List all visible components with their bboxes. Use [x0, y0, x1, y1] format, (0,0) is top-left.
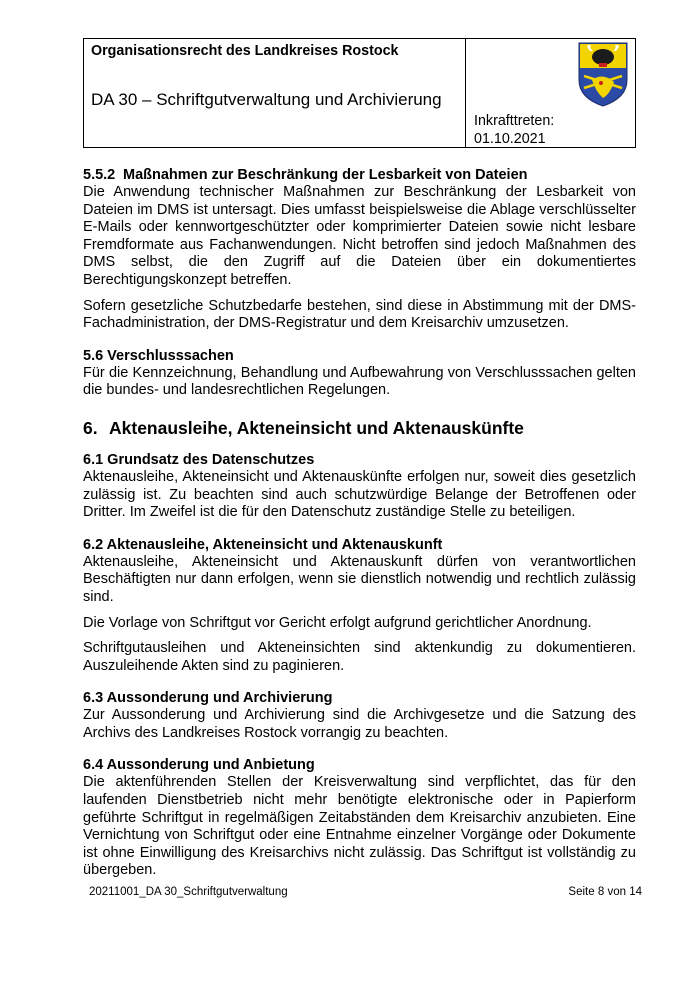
header-table [83, 38, 636, 148]
page-total: 14 [629, 886, 642, 898]
paragraph: Die Vorlage von Schriftgut vor Gericht erfolgt aufgrund gerichtlicher Anordnung. [83, 614, 592, 631]
org-title: Organisationsrecht des Landkreises Rostock [91, 43, 399, 59]
effective-label: Inkrafttreten: [474, 113, 555, 129]
page-label: Seite [568, 886, 595, 898]
chapter-6-heading [83, 417, 636, 439]
page-of-label: von [607, 886, 626, 898]
paragraph: Zur Aussonderung und Archivierung sind die Archivgesetze und die Satzung des Archivs des Landkreises Rostock vorrangig zu beachten. [83, 707, 636, 741]
section-5-6-heading: 5.6 Verschlusssachen [83, 347, 234, 364]
footer-filename: 20211001_DA 30_Schriftgutverwaltung [89, 886, 288, 898]
effective-date: 01.10.2021 [474, 131, 546, 147]
section-5-5-2-heading [83, 166, 636, 184]
section-6-3-heading: 6.3 Aussonderung und Archivierung [83, 690, 333, 707]
paragraph: Die Anwendung technischer Maßnahmen zur Beschränkung der Lesbarkeit von Dateien im DMS ist untersagt. Dies umfasst beispielsweise die Ablage verschlüsselter E-Mails oder kennwortgeschützter oder komprimierter Dateien sowie nicht lesbare Fremdformate aus Fachanwendungen. Nicht betroffen sind jedoch Maßnahmen des DMS selbst, die den Zugriff auf die Dateien über ein dokumentiertes Berechtigungskonzept betreffen. [83, 184, 636, 288]
paragraph: Die aktenführenden Stellen der Kreisverwaltung sind verpflichtet, das für den laufenden Dienstbetrieb nicht mehr benötigte elektronische oder in Papierform geführte Schriftgut in regelmäßigen Zeitabständen dem Kreisarchiv anzubieten. Eine Vernichtung von Schriftgut oder eine Entnahme einzelner Vorgänge oder Dokumente ist ohne Einwilligung des Kreisarchivs nicht zulässig. Das Schriftgut ist vollständig zu übergeben. [83, 774, 636, 879]
paragraph: Schriftgutausleihen und Akteneinsichten sind aktenkundig zu dokumentieren. Auszuleihende Akten sind zu paginieren. [83, 640, 636, 674]
page-current: 8 [597, 886, 605, 898]
coat-of-arms-icon [578, 42, 628, 107]
section-title: Maßnahmen zur Beschränkung der Lesbarkeit von Dateien [123, 167, 528, 183]
paragraph: Aktenausleihe, Akteneinsicht und Aktenauskünfte erfolgen nur, soweit dies gesetzlich zulässig ist. Zu beachten sind auch schutzwürdige Belange der Betroffenen oder Dritter. Im Zweifel ist die für den Datenschutz zuständige Stelle zu beteiligen. [83, 468, 636, 521]
section-6-2-heading: 6.2 Aktenausleihe, Akteneinsicht und Aktenauskunft [83, 536, 443, 553]
paragraph: Sofern gesetzliche Schutzbedarfe bestehen, sind diese in Abstimmung mit der DMS-Fachadministration, der DMS-Registratur und dem Kreisarchiv umzusetzen. [83, 297, 636, 332]
section-number: 5.5.2 [83, 167, 116, 183]
section-6-1-heading: 6.1 Grundsatz des Datenschutzes [83, 451, 315, 468]
main-content [83, 166, 636, 880]
section-6-4-heading: 6.4 Aussonderung und Anbietung [83, 757, 315, 774]
chapter-number: 6. [83, 417, 98, 438]
chapter-title: Aktenausleihe, Akteneinsicht und Aktenauskünfte [109, 417, 524, 438]
paragraph: Aktenausleihe, Akteneinsicht und Aktenauskunft dürfen von verantwortlichen Beschäftigten nur dann erfolgen, wenn sie dienstlich notwendig und rechtlich zulässig sind. [83, 553, 636, 605]
paragraph: Für die Kennzeichnung, Behandlung und Aufbewahrung von Verschlusssachen gelten die bundes- und landesrechtlichen Regelungen. [83, 364, 636, 399]
footer-page-number [568, 886, 642, 898]
doc-title: DA 30 – Schriftgutverwaltung und Archivierung [91, 90, 442, 109]
